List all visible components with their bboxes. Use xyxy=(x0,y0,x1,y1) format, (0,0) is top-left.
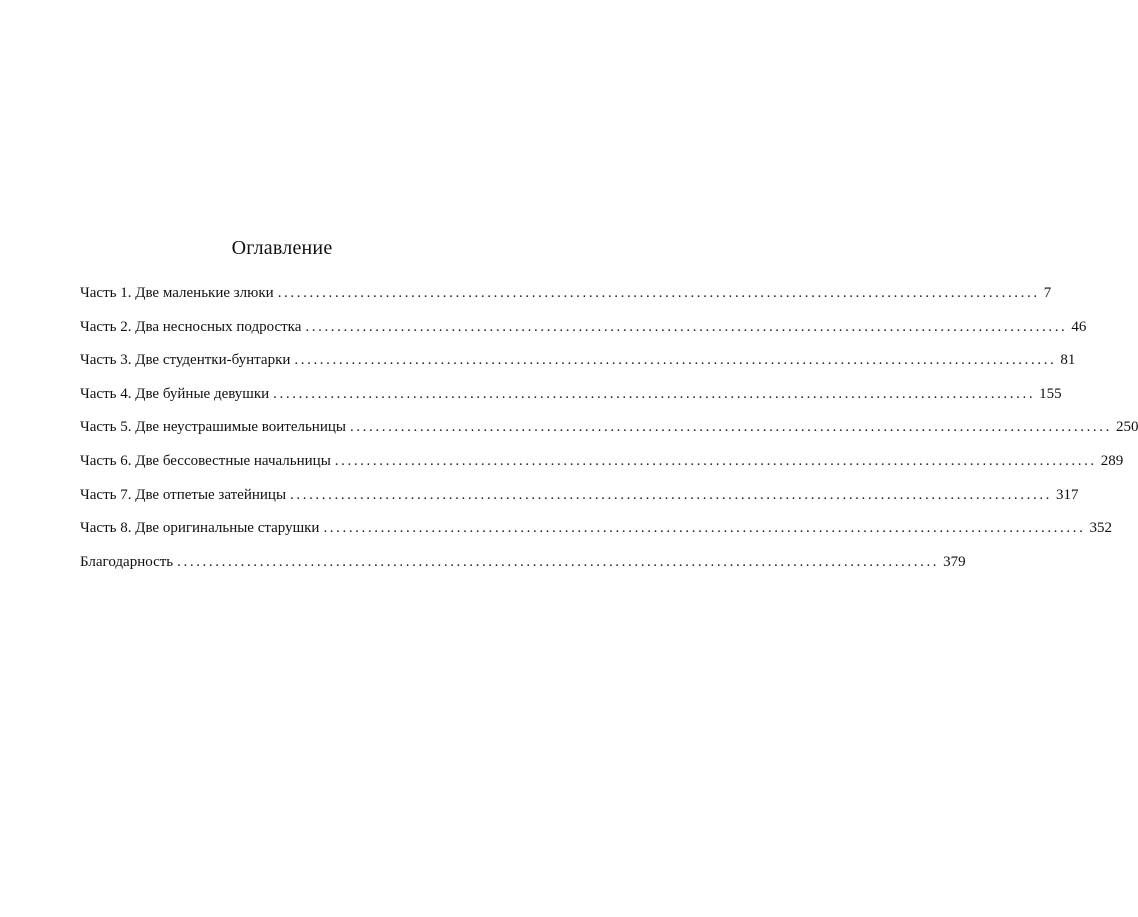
toc-entry-label: Часть 7. Две отпетые затейницы xyxy=(80,486,287,503)
toc-entry xyxy=(80,417,1138,451)
toc-entry xyxy=(80,317,1087,351)
toc-entry-label: Часть 6. Две бессовестные начальницы xyxy=(80,452,331,469)
toc-dot-leader: ........................................................................................................................ xyxy=(305,318,1068,335)
toc-entry-label: Часть 4. Две буйные девушки xyxy=(80,385,270,402)
toc-entry xyxy=(80,384,1062,418)
toc-entry-label: Благодарность xyxy=(80,553,174,570)
toc-entry-label: Часть 2. Два несносных подростка xyxy=(80,318,302,335)
toc-dot-leader: ........................................................................................................................ xyxy=(323,520,1086,537)
toc-entry xyxy=(80,451,1124,485)
toc-dot-leader: ........................................................................................................................ xyxy=(277,285,1040,301)
toc-entry-label: Часть 8. Две оригинальные старушки xyxy=(80,520,320,537)
toc-dot-leader: ........................................................................................................................ xyxy=(177,553,940,570)
toc-dot-leader: ........................................................................................................................ xyxy=(273,385,1036,402)
toc-entry-page: 81 xyxy=(1060,352,1076,369)
toc-list xyxy=(80,283,1138,585)
toc-entry-page: 7 xyxy=(1043,285,1052,301)
toc-entry-page: 379 xyxy=(943,553,966,570)
toc-dot-leader: ........................................................................................................................ xyxy=(334,452,1097,469)
toc-entry-page: 352 xyxy=(1089,520,1112,537)
toc-entry xyxy=(80,552,966,586)
toc-entry-page: 250 xyxy=(1115,419,1138,436)
toc-entry-label: Часть 5. Две неустрашимые воительницы xyxy=(80,419,346,436)
toc-entry xyxy=(80,350,1076,384)
toc-entry xyxy=(80,283,1052,317)
toc-dot-leader: ........................................................................................................................ xyxy=(290,486,1053,503)
toc-dot-leader: ........................................................................................................................ xyxy=(294,352,1057,369)
toc-entry-page: 317 xyxy=(1056,486,1079,503)
toc-entry-page: 155 xyxy=(1039,385,1062,402)
toc-entry xyxy=(80,518,1112,552)
toc-dot-leader: ........................................................................................................................ xyxy=(349,419,1112,436)
toc-entry xyxy=(80,485,1079,519)
toc-entry-page: 46 xyxy=(1071,318,1087,335)
toc-entry-page: 289 xyxy=(1100,452,1124,469)
toc-title: Оглавление xyxy=(231,237,333,259)
toc-entry-label: Часть 3. Две студентки-бунтарки xyxy=(80,352,291,369)
toc-entry-label: Часть 1. Две маленькие злюки xyxy=(80,285,274,301)
